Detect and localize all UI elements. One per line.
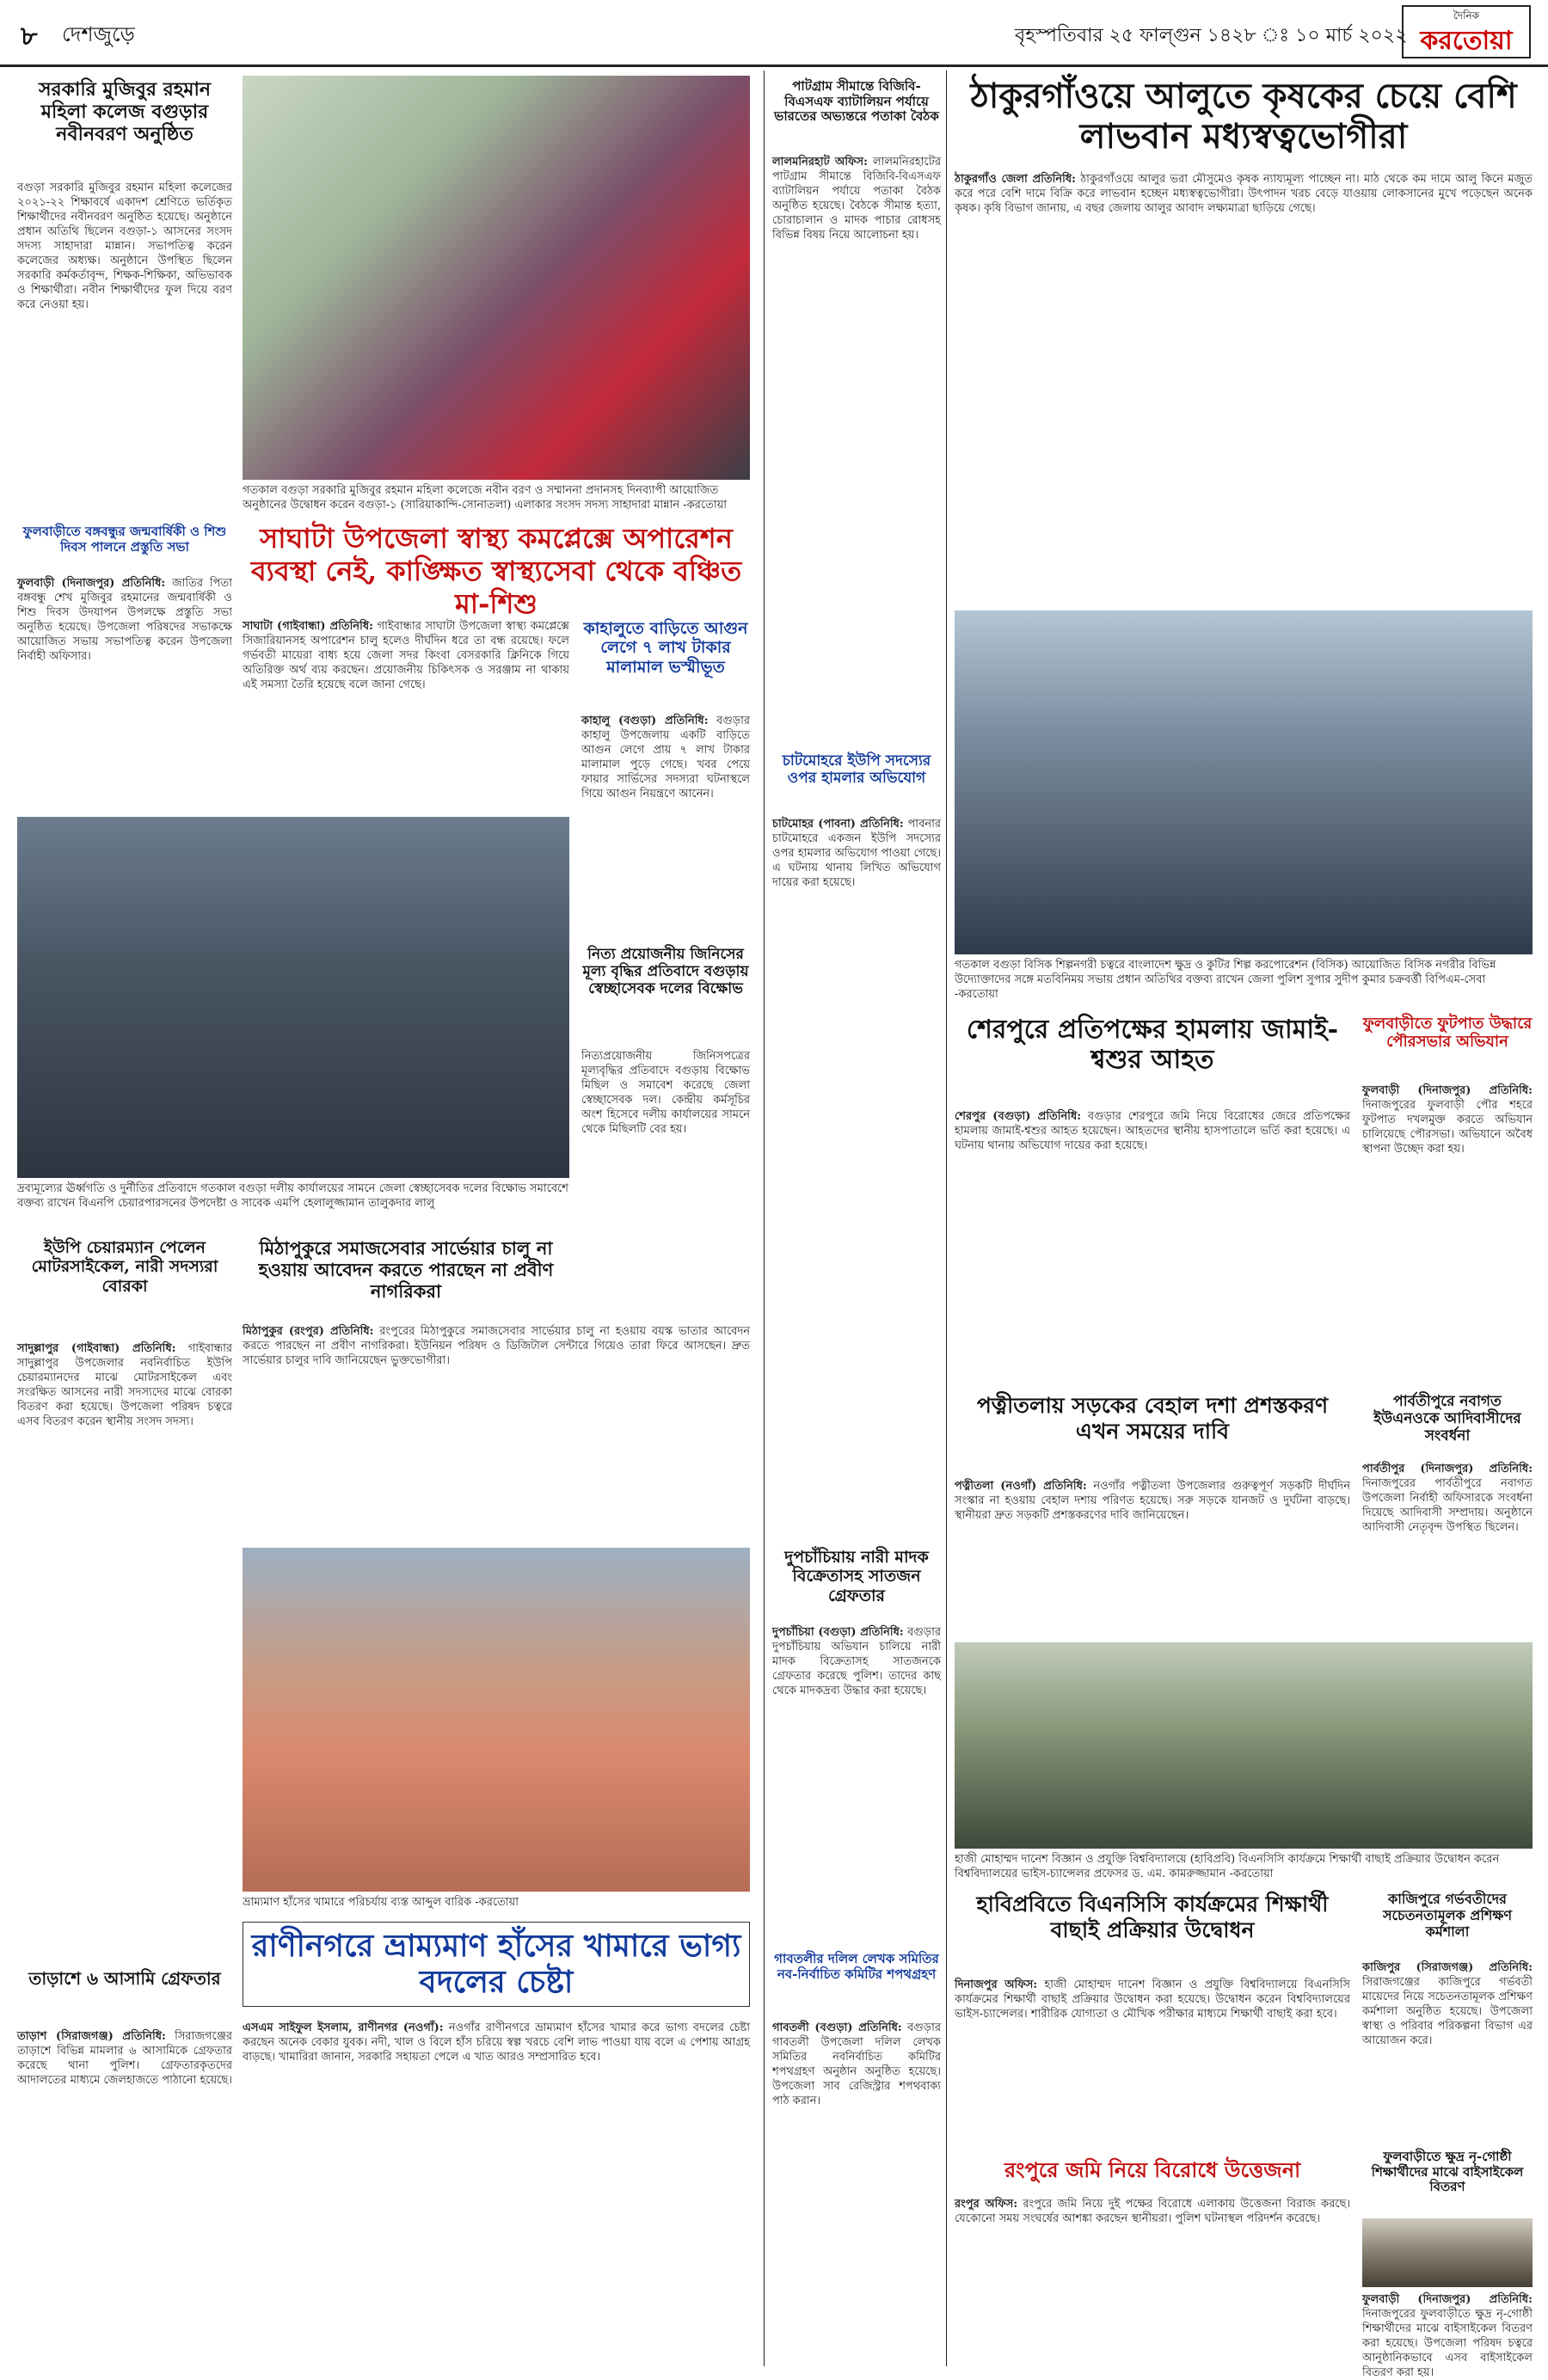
headline-dupchanchia: দুপচাঁচিয়ায় নারী মাদক বিক্রেতাসহ সাতজন গ্রেফতার	[784, 1548, 929, 1605]
caption-bncc-lineup: হাজী মোহাম্মদ দানেশ বিজ্ঞান ও প্রযুক্তি বিশ্ববিদ্যালয়ে (হাবিপ্রবি) বিএনসিসি কার্যক্রমে শিক্ষার্থী বাছাই প্রক্রিয়ার উদ্বোধন করেন বিশ্ববিদ্যালয়ের ভাইস-চ্যান্সেলর প্রফেসর ড. এম. কামরুজ্জামান -করতোয়া	[955, 1853, 1500, 1880]
body-phulbari-footpath	[1362, 1083, 1533, 1376]
body-tarash	[17, 2029, 232, 2365]
headline-phulbari-footpath: ফুলবাড়ীতে ফুটপাত উদ্ধারে পৌরসভার অভিযান	[1362, 1015, 1533, 1052]
body-ranigonj	[243, 2021, 750, 2365]
byline-patnitala: পত্নীতলা (নওগাঁ) প্রতিনিধি:	[955, 1480, 1087, 1493]
body-mujibur: বগুড়া সরকারি মুজিবুর রহমান মহিলা কলেজের ২০২১-২২ শিক্ষাবর্ষে একাদশ শ্রেণিতে ভর্তিকৃত শিক্ষার্থীদের নবীনবরণ অনুষ্ঠিত হয়েছে। অনুষ্ঠানে প্রধান অতিথি ছিলেন বগুড়া-১ আসনের সংসদ সদস্য সাহাদারা মান্নান। সভাপতিত্ব করেন কলেজের অধ্যক্ষ। অনুষ্ঠানে উপস্থিত ছিলেন সরকারি কর্মকর্তাবৃন্দ, শিক্ষক-শিক্ষিকা, অভিভাবক ও শিক্ষার্থীরা। নবীন শিক্ষার্থীদের ফুল দিয়ে বরণ করে নেওয়া হয়।	[17, 181, 232, 311]
headline-thakurgaon: ঠাকুরগাঁওয়ে আলুতে কৃষকের চেয়ে বেশি লাভবান মধ্যস্বত্বভোগীরা	[970, 76, 1517, 157]
body-dupchanchia	[772, 1625, 941, 1935]
text-patnitala: নওগাঁর পত্নীতলা উপজেলার গুরুত্বপূর্ণ সড়কটি দীর্ঘদিন সংস্কার না হওয়ায় বেহাল দশায় পরিণত হয়েছে। সরু সড়কে যানজট ও দুর্ঘটনা বাড়ছে। স্থানীয়রা দ্রুত সড়কটি প্রশস্তকরণের দাবি জানিয়েছেন।	[955, 1480, 1350, 1522]
caption-bscic-meeting: গতকাল বগুড়া বিসিক শিল্পনগরী চত্বরে বাংলাদেশ ক্ষুদ্র ও কুটির শিল্প করপোরেশন (বিসিক) আয়োজিত বিসিক নগরীর বিভিন্ন উদ্যোক্তাদের সঙ্গে মতবিনিময় সভায় প্রধান অতিথির বক্তব্য রাখেন জেলা পুলিশ সুপার সুদীপ কুমার চক্রবর্ত্তী বিপিএম-সেবা -করতোয়া	[955, 959, 1496, 1001]
headline-kahalu: কাহালুতে বাড়িতে আগুন লেগে ৭ লাখ টাকার মালামাল ভস্মীভূত	[583, 619, 748, 677]
body-patnitala	[955, 1479, 1350, 1634]
byline-phulbari-children: ফুলবাড়ী (দিনাজপুর) প্রতিনিধি:	[17, 577, 166, 590]
text-sughatta: গাইবান্ধার সাঘাটা উপজেলা স্বাস্থ্য কমপ্লেক্সে সিজারিয়ানসহ অপারেশন চালু হলেও দীর্ঘদিন ধরে তা বন্ধ রয়েছে। ফলে গর্ভবতী মায়েরা বাধ্য হয়ে জেলা সদর কিংবা বেসরকারি ক্লিনিকে গিয়ে অতিরিক্ত অর্থ ব্যয় করছেন। প্রয়োজনীয় চিকিৎসক ও সরঞ্জাম না থাকায় এই সমস্যা তৈরি হয়েছে বলে জানা গেছে।	[243, 620, 569, 691]
text-chatmohar: পাবনার চাটমোহরে একজন ইউপি সদস্যের ওপর হামলার অভিযোগ পাওয়া গেছে। এ ঘটনায় থানায় লিখিত অভিযোগ দায়ের করা হয়েছে।	[772, 818, 941, 889]
caption-protest: দ্রব্যমূল্যের ঊর্ধ্বগতি ও দুর্নীতির প্রতিবাদে গতকাল বগুড়া দলীয় কার্যালয়ের সামনে জেলা স্বেচ্ছাসেবক দলের বিক্ষোভ সমাবেশে বক্তব্য রাখেন বিএনপি চেয়ারপারসনের উপদেষ্টা ও সাবেক এমপি হেলালুজ্জামান তালুকদার লালু	[17, 1182, 568, 1210]
headline-tarash: তাড়াশে ৬ আসামি গ্রেফতার	[28, 1968, 221, 1989]
byline-habiprobi: দিনাজপুর অফিস:	[955, 1978, 1038, 1991]
byline-thakurgaon: ঠাকুরগাঁও জেলা প্রতিনিধি:	[955, 173, 1076, 186]
text-ranigonj: নওগাঁর রাণীনগরে ভ্রাম্যমাণ হাঁসের খামার করে ভাগ্য বদলের চেষ্টা করছেন অনেক বেকার যুবক। নদী, খাল ও বিলে হাঁস চরিয়ে স্বল্প খরচে বেশি লাভ পাওয়া যায় বলে এ পেশায় আগ্রহ বাড়ছে। খামারিরা জানান, সরকারি সহায়তা পেলে এ খাত আরও সম্প্রসারিত হবে।	[243, 2021, 750, 2064]
body-thakurgaon	[955, 172, 1533, 602]
caption-mujibur-event: গতকাল বগুড়া সরকারি মুজিবুর রহমান মহিলা কলেজে নবীন বরণ ও সম্মাননা প্রদানসহ দিনব্যাপী আয়োজিত অনুষ্ঠানের উদ্বোধন করেন বগুড়া-১ (সারিয়াকান্দি-সোনাতলা) এলাকার সংসদ সদস্য সাহাদারা মান্নান -করতোয়া	[243, 484, 728, 512]
byline-phulbari-footpath: ফুলবাড়ী (দিনাজপুর) প্রতিনিধি:	[1362, 1084, 1533, 1097]
text-tarash: সিরাজগঞ্জের তাড়াশে বিভিন্ন মামলার ৬ আসামিকে গ্রেফতার করেছে থানা পুলিশ। গ্রেফতারকৃতদের আদালতের মাধ্যমে জেলহাজতে পাঠানো হয়েছে।	[17, 2030, 232, 2087]
body-deed-writers	[772, 2021, 941, 2365]
byline-kahalu: কাহালু (বগুড়া) প্রতিনিধি:	[581, 715, 709, 727]
headline-price-protest: নিত্য প্রয়োজনীয় জিনিসের মূল্য বৃদ্ধির প্রতিবাদে বগুড়ায় স্বেচ্ছাসেবক দলের বিক্ষোভ	[582, 946, 749, 998]
body-kazipur	[1362, 1960, 1533, 2141]
text-sherpur: বগুড়ার শেরপুরে জমি নিয়ে বিরোধের জেরে প্রতিপক্ষের হামলায় জামাই-শ্বশুর আহত হয়েছেন। আহতদের স্থানীয় হাসপাতালে ভর্তি করা হয়েছে। এ ঘটনায় থানায় অভিযোগ দায়ের করা হয়েছে।	[955, 1110, 1350, 1152]
photo-protest	[17, 817, 569, 1178]
byline-phulbari-bicycle: ফুলবাড়ী (দিনাজপুর) প্রতিনিধি:	[1362, 2293, 1533, 2306]
issue-date: বৃহস্পতিবার ২৫ ফাল্গুন ১৪২৮ ঃ ১০ মার্চ ২০২২	[1015, 25, 1408, 46]
text-deed-writers: বগুড়ার গাবতলী উপজেলা দলিল লেখক সমিতির নবনির্বাচিত কমিটির শপথগ্রহণ অনুষ্ঠান অনুষ্ঠিত হয়েছে। উপজেলা সাব রেজিস্ট্রার শপথবাক্য পাঠ করান।	[772, 2021, 941, 2107]
text-parbatipur: দিনাজপুরের পার্বতীপুরে নবাগত উপজেলা নির্বাহী অফিসারকে সংবর্ধনা দিয়েছে আদিবাসী সম্প্রদায়। অনুষ্ঠানে আদিবাসী নেতৃবৃন্দ উপস্থিত ছিলেন।	[1362, 1477, 1533, 1534]
body-mithapukur	[243, 1324, 750, 1539]
headline-deed-writers: গাবতলীর দলিল লেখক সমিতির নব-নির্বাচিত কমিটির শপথগ্রহণ	[774, 1951, 939, 1982]
byline-deed-writers: গাবতলী (বগুড়া) প্রতিনিধি:	[772, 2021, 902, 2034]
byline-sadullapur: সাদুল্লাপুর (গাইবান্ধা) প্রতিনিধি:	[17, 1342, 176, 1355]
text-phulbari-bicycle: দিনাজপুরের ফুলবাড়ীতে ক্ষুদ্র নৃ-গোষ্ঠী শিক্ষার্থীদের মাঝে বাইসাইকেল বিতরণ করা হয়েছে। উপজেলা পরিষদ চত্বরে আনুষ্ঠানিকভাবে এসব বাইসাইকেল বিতরণ করা হয়।	[1362, 2308, 1533, 2379]
logo-small: দৈনিক	[1453, 9, 1480, 21]
column-rule	[946, 71, 947, 2366]
newspaper-logo	[1402, 5, 1531, 58]
text-dupchanchia: বগুড়ার দুপচাঁচিয়ায় অভিযান চালিয়ে নারী মাদক বিক্রেতাসহ সাতজনকে গ্রেফতার করেছে পুলিশ। তাদের কাছ থেকে মাদকদ্রব্য উদ্ধার করা হয়েছে।	[772, 1626, 941, 1697]
byline-patgram: লালমনিরহাট অফিস:	[772, 156, 868, 169]
byline-rangpur: রংপুর অফিস:	[955, 2198, 1018, 2211]
body-parbatipur	[1362, 1462, 1533, 1634]
headline-parbatipur: পার্বতীপুরে নবাগত ইউএনওকে আদিবাসীদের সংবর্ধনা	[1373, 1393, 1521, 1445]
headline-patnitala: পত্নীতলায় সড়কের বেহাল দশা প্রশস্তকরণ এখন সময়ের দাবি	[976, 1393, 1329, 1444]
logo-big: করতোয়া	[1420, 26, 1513, 56]
byline-dupchanchia: দুপচাঁচিয়া (বগুড়া) প্রতিনিধি:	[772, 1626, 904, 1639]
headline-kazipur: কাজিপুরে গর্ভবতীদের সচেতনতামূলক প্রশিক্ষণ কর্মশালা	[1382, 1891, 1513, 1940]
photo-bicycle	[1362, 2218, 1533, 2287]
text-kazipur: সিরাজগঞ্জের কাজিপুরে গর্ভবতী মায়েদের নিয়ে সচেতনতামূলক প্রশিক্ষণ কর্মশালা অনুষ্ঠিত হয়েছে। উপজেলা স্বাস্থ্য ও পরিবার পরিকল্পনা বিভাগ এর আয়োজন করে।	[1362, 1976, 1533, 2047]
text-habiprobi: হাজী মোহাম্মদ দানেশ বিজ্ঞান ও প্রযুক্তি বিশ্ববিদ্যালয়ে বিএনসিসি কার্যক্রমের শিক্ষার্থী বাছাই প্রক্রিয়ার উদ্বোধন করা হয়েছে। উদ্বোধন করেন বিশ্ববিদ্যালয়ের ভাইস-চ্যান্সেলর। শারীরিক যোগ্যতা ও মৌখিক পরীক্ষার মাধ্যমে শিক্ষার্থী বাছাই করা হবে।	[955, 1978, 1350, 2021]
body-phulbari-children	[17, 576, 232, 765]
body-kahalu	[581, 714, 750, 937]
text-kahalu: বগুড়ার কাহালু উপজেলায় একটি বাড়িতে আগুন লেগে প্রায় ৭ লাখ টাকার মালামাল পুড়ে গেছে। খবর পেয়ে ফায়ার সার্ভিসের সদস্যরা ঘটনাস্থলে গিয়ে আগুন নিয়ন্ত্রণে আনেন।	[581, 715, 751, 800]
headline-mithapukur: মিঠাপুকুরে সমাজসেবার সার্ভেয়ার চালু না হওয়ায় আবেদন করতে পারছেন না প্রবীণ নাগরিকরা	[258, 1237, 554, 1302]
photo-bscic-meeting	[955, 610, 1533, 954]
body-sadullapur	[17, 1341, 232, 1960]
body-sherpur	[955, 1109, 1350, 1384]
headline-sherpur: শেরপুরে প্রতিপক্ষের হামলায় জামাই-শ্বশুর আহত	[966, 1015, 1339, 1076]
headline-rangpur: রংপুরে জমি নিয়ে বিরোধে উত্তেজনা	[1004, 2157, 1301, 2182]
caption-ducks: ভ্রাম্যমাণ হাঁসের খামারে পরিচর্যায় ব্যস্ত আব্দুল বারিক -করতোয়া	[243, 1896, 519, 1909]
photo-ducks	[243, 1548, 750, 1892]
byline-sherpur: শেরপুর (বগুড়া) প্রতিনিধি:	[955, 1110, 1082, 1123]
column-rule	[764, 71, 765, 2366]
headline-sughatta: সাঘাটা উপজেলা স্বাস্থ্য কমপ্লেক্সে অপারেশন ব্যবস্থা নেই, কাঙ্ক্ষিত স্বাস্থ্যসেবা থেকে বঞ্চিত মা-শিশু	[250, 522, 742, 620]
body-phulbari-bicycle	[1362, 2292, 1533, 2379]
text-mithapukur: রংপুরের মিঠাপুকুরে সমাজসেবার সার্ভেয়ার চালু না হওয়ায় বয়স্ক ভাতার আবেদন করতে পারছেন না প্রবীণ নাগরিকরা। ইউনিয়ন পরিষদ ও ডিজিটাল সেন্টারে গিয়েও তারা ফিরে আসছেন। দ্রুত সার্ভেয়ার চালুর দাবি জানিয়েছেন ভুক্তভোগীরা।	[243, 1325, 750, 1367]
headline-mujibur: সরকারি মুজিবুর রহমান মহিলা কলেজ বগুড়ার নবীনবরণ অনুষ্ঠিত	[38, 78, 212, 145]
text-thakurgaon: ঠাকুরগাঁওয়ে আলুর ভরা মৌসুমেও কৃষক ন্যায্যমূল্য পাচ্ছেন না। মাঠ থেকে কম দামে আলু কিনে মজুত করে পরে বেশি দামে বিক্রি করে লাভবান হচ্ছেন মধ্যস্বত্বভোগীরা। উৎপাদন খরচ বেড়ে যাওয়ায় লোকসানের মুখে পড়েছেন অনেক কৃষক। কৃষি বিভাগ জানায়, এ বছর জেলায় আলুর আবাদ লক্ষ্যমাত্রা ছাড়িয়ে গেছে।	[955, 173, 1533, 215]
body-rangpur	[955, 2197, 1350, 2365]
headline-habiprobi: হাবিপ্রবিতে বিএনসিসি কার্যক্রমের শিক্ষার্থী বাছাই প্রক্রিয়ার উদ্বোধন	[976, 1892, 1329, 1942]
headline-ranigonj: রাণীনগরে ভ্রাম্যমাণ হাঁসের খামারে ভাগ্য বদলের চেষ্টা	[243, 1922, 750, 2007]
section-name: দেশজুড়ে	[62, 22, 135, 46]
byline-tarash: তাড়াশ (সিরাজগঞ্জ) প্রতিনিধি:	[17, 2030, 166, 2043]
body-patgram	[772, 155, 941, 739]
headline-phulbari-children: ফুলবাড়ীতে বঙ্গবন্ধুর জন্মবার্ষিকী ও শিশু দিবস পালনে প্রস্তুতি সভা	[22, 524, 227, 555]
byline-kazipur: কাজিপুর (সিরাজগঞ্জ) প্রতিনিধি:	[1362, 1961, 1533, 1974]
headline-chatmohar: চাটমোহরে ইউপি সদস্যের ওপর হামলার অভিযোগ	[782, 752, 931, 788]
masthead	[0, 0, 1548, 67]
byline-sughatta: সাঘাটা (গাইবান্ধা) প্রতিনিধি:	[243, 620, 373, 633]
headline-sadullapur: ইউপি চেয়ারম্যান পেলেন মোটরসাইকেল, নারী সদস্যরা বোরকা	[31, 1238, 218, 1296]
byline-chatmohar: চাটমোহর (পাবনা) প্রতিনিধি:	[772, 818, 904, 831]
text-sadullapur: গাইবান্ধার সাদুল্লাপুর উপজেলার নবনির্বাচিত ইউপি চেয়ারম্যানদের মাঝে মোটরসাইকেল এবং সংরক্ষিত আসনের নারী সদস্যদের মাঝে বোরকা বিতরণ করা হয়েছে। উপজেলা পরিষদ চত্বরে এসব বিতরণ করেন স্থানীয় সংসদ সদস্য।	[17, 1342, 232, 1428]
body-price-protest: নিত্যপ্রয়োজনীয় জিনিসপত্রের মূল্যবৃদ্ধির প্রতিবাদে বগুড়ায় বিক্ষোভ মিছিল ও সমাবেশ করেছে জেলা স্বেচ্ছাসেবক দল। কেন্দ্রীয় কর্মসূচির অংশ হিসেবে দলীয় কার্যালয়ের সামনে থেকে মিছিলটি বের হয়।	[581, 1050, 750, 1136]
text-rangpur: রংপুরে জমি নিয়ে দুই পক্ষের বিরোধে এলাকায় উত্তেজনা বিরাজ করছে। যেকোনো সময় সংঘর্ষের আশঙ্কা করছেন স্থানীয়রা। পুলিশ ঘটনাস্থল পরিদর্শন করেছে।	[955, 2198, 1350, 2225]
body-sughatta	[243, 619, 569, 808]
body-chatmohar	[772, 817, 941, 1548]
byline-ranigonj: এসএম সাইফুল ইসলাম, রাণীনগর (নওগাঁ):	[243, 2021, 444, 2034]
text-phulbari-footpath: দিনাজপুরের ফুলবাড়ী পৌর শহরে ফুটপাত দখলমুক্ত করতে অভিযান চালিয়েছে পৌরসভা। অভিযানে অবৈধ স্থাপনা উচ্ছেদ করা হয়।	[1362, 1099, 1533, 1156]
text-patgram: লালমনিরহাটের পাটগ্রাম সীমান্তে বিজিবি-বিএসএফ ব্যাটালিয়ন পর্যায়ে পতাকা বৈঠক অনুষ্ঠিত হয়েছে। বৈঠকে সীমান্ত হত্যা, চোরাচালান ও মাদক পাচার রোধসহ বিভিন্ন বিষয় নিয়ে আলোচনা হয়।	[772, 156, 941, 242]
page-number: ৮	[21, 21, 38, 52]
body-habiprobi	[955, 1978, 1350, 2150]
headline-patgram: পাটগ্রাম সীমান্তে বিজিবি-বিএসএফ ব্যাটালিয়ন পর্যায়ে ভারতের অভ্যন্তরে পতাকা বৈঠক	[774, 78, 939, 125]
byline-mithapukur: মিঠাপুকুর (রংপুর) প্রতিনিধি:	[243, 1325, 374, 1338]
photo-bncc-lineup	[955, 1642, 1533, 1849]
byline-parbatipur: পার্বতীপুর (দিনাজপুর) প্রতিনিধি:	[1362, 1463, 1533, 1475]
photo-mujibur-event	[243, 76, 750, 480]
headline-phulbari-bicycle: ফুলবাড়ীতে ক্ষুদ্র নৃ-গোষ্ঠী শিক্ষার্থীদের মাঝে বাইসাইকেল বিতরণ	[1371, 2149, 1524, 2195]
text-phulbari-children: জাতির পিতা বঙ্গবন্ধু শেখ মুজিবুর রহমানের জন্মবার্ষিকী ও শিশু দিবস উদযাপন উপলক্ষে প্রস্তুতি সভা অনুষ্ঠিত হয়েছে। উপজেলা পরিষদের সভাকক্ষে আয়োজিত সভায় সভাপতিত্ব করেন উপজেলা নির্বাহী অফিসার।	[17, 577, 232, 663]
